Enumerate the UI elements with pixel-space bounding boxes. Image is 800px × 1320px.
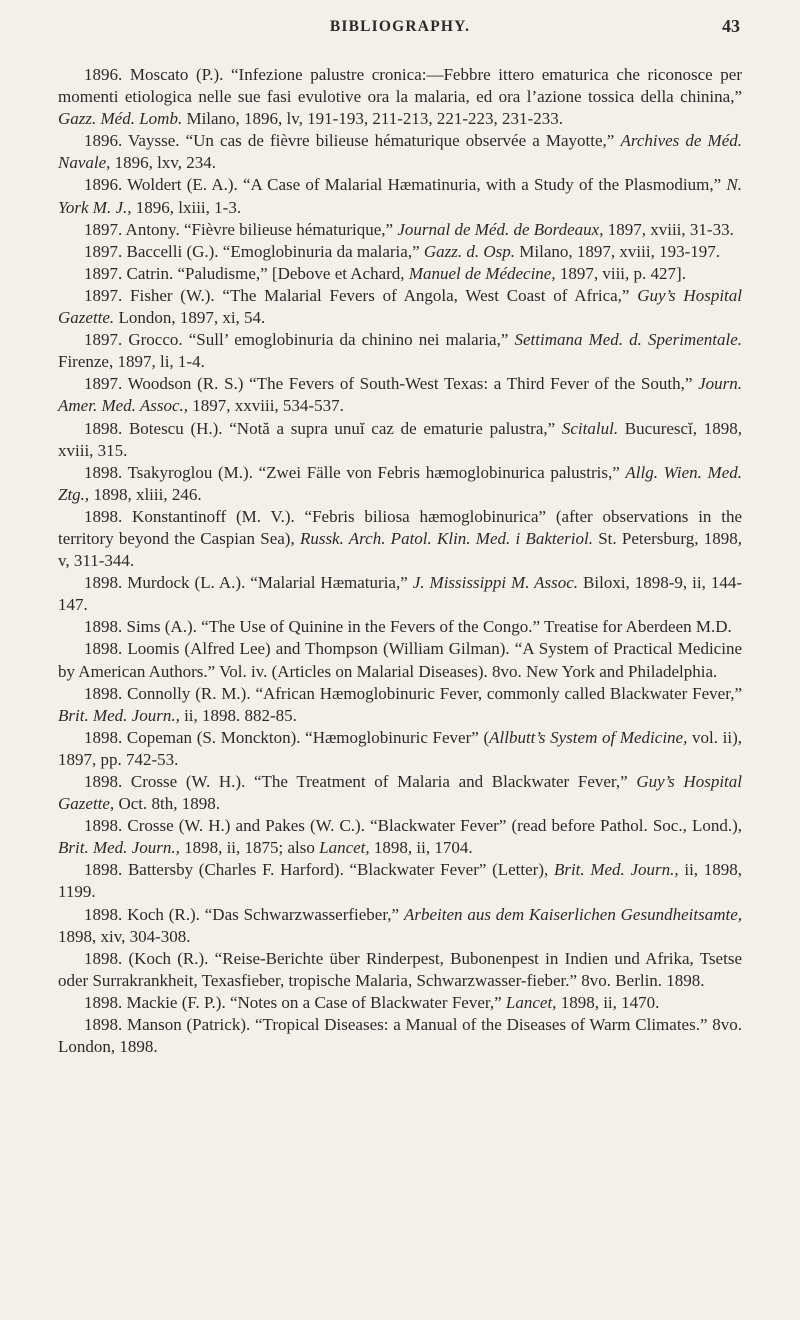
bibliography-entry (58, 418, 742, 462)
page-number: 43 (722, 16, 740, 36)
bibliography-entry (58, 373, 742, 417)
entry-text: 1896, lxiii, 1-3. (131, 197, 242, 217)
entry-text: 1896. Woldert (E. A.). “A Case of Malarial Hæmatinuria, with a Study of the Plasmodium,” (84, 175, 727, 195)
running-title: BIBLIOGRAPHY. (329, 18, 471, 35)
citation-source: Gazz. d. Osp. (423, 241, 516, 261)
entry-text: 1897. Catrin. “Paludisme,” [Debove et Achard, (84, 263, 409, 283)
citation-source: Archives de Méd. Navale, (58, 131, 742, 173)
entry-text: 1898. Manson (Patrick). “Tropical Diseases: a Manual of the Diseases of Warm Climates.” 8vo. London, 1898. (58, 1015, 742, 1057)
bibliography-entry (58, 1014, 742, 1058)
citation-source: Gazz. Méd. Lomb. (58, 109, 183, 129)
entry-text: Bucurescĭ, 1898, xviii, 315. (58, 418, 742, 460)
bibliography-entry (58, 263, 742, 285)
bibliography-entry (58, 948, 742, 992)
bibliography-entry (58, 130, 742, 174)
citation-source: Journ. Amer. Med. Assoc., (58, 374, 742, 416)
entry-text: 1898. Konstantinoff (M. V.). “Febris biliosa hæmoglobinurica” (after observations in the territory beyond the Caspian Sea), (58, 506, 742, 548)
citation-source: Lancet, (505, 992, 557, 1012)
citation-source: Guy’s Hospital Gazette. (58, 285, 742, 328)
entry-text: vol. ii), 1897, pp. 742-53. (58, 727, 742, 769)
entry-text: 1898. Mackie (F. P.). “Notes on a Case of Blackwater Fever,” (84, 992, 506, 1012)
entry-text: 1897, xviii, 31-33. (603, 219, 734, 239)
bibliography-entry (58, 727, 742, 771)
entry-text: 1897. Fisher (W.). “The Malarial Fevers of Angola, West Coast of Africa,” (84, 285, 638, 305)
entry-text: 1896, lxv, 234. (110, 153, 217, 173)
bibliography-list (58, 64, 742, 1058)
bibliography-entry (58, 241, 742, 263)
bibliography-entry (58, 64, 742, 130)
citation-source: Journal de Méd. de Bordeaux, (397, 219, 604, 239)
entry-text: 1898, xliii, 246. (89, 484, 202, 504)
citation-source: Russk. Arch. Patol. Klin. Med. i Bakteriol. (299, 528, 593, 548)
citation-source: Brit. Med. Journ., (58, 838, 180, 858)
bibliography-entry (58, 815, 742, 859)
citation-source: Guy’s Hospital Gazette, (58, 772, 742, 814)
bibliography-entry (58, 572, 742, 616)
citation-source: Brit. Med. Journ., (553, 860, 679, 880)
entry-text: 1898, ii, 1875; also (179, 838, 320, 858)
entry-text: 1898, xiv, 304-308. (58, 926, 191, 946)
entry-text: 1897. Antony. “Fièvre bilieuse hématurique,” (84, 219, 398, 239)
bibliography-entry (58, 638, 742, 682)
entry-text: 1898. Tsakyroglou (M.). “Zwei Fälle von Febris hæmoglobinurica palustris,” (84, 462, 626, 482)
entry-text: 1896. Vaysse. “Un cas de fièvre bilieuse hématurique observée a Mayotte,” (84, 131, 621, 151)
entry-text: 1898. Crosse (W. H.) and Pakes (W. C.). “Blackwater Fever” (read before Pathol. Soc., Lond.), (84, 816, 742, 836)
citation-source: Allbutt’s System of Medicine, (489, 727, 688, 747)
entry-text: ii, 1898. 882-85. (179, 705, 297, 725)
entry-text: 1898, ii, 1704. (369, 838, 473, 858)
bibliography-entry (58, 506, 742, 572)
entry-text: 1897, viii, p. 427]. (555, 263, 686, 283)
entry-text: 1898. Battersby (Charles F. Harford). “Blackwater Fever” (Letter), (84, 860, 554, 880)
citation-source: Arbeiten aus dem Kaiserlichen Gesundheitsamte, (403, 904, 742, 924)
citation-source: Lancet, (319, 838, 370, 858)
entry-text: 1898. Loomis (Alfred Lee) and Thompson (William Gilman). “A System of Practical Medicine by American Authors.” Vol. iv. (Articles on Malarial Diseases). 8vo. New York and Philadelphia. (58, 639, 742, 681)
entry-text: 1898. Copeman (S. Monckton). “Hæmoglobinuric Fever” ( (84, 727, 490, 747)
citation-source: Allg. Wien. Med. Ztg., (58, 462, 743, 504)
citation-source: Scitalul. (561, 418, 619, 438)
entry-text: 1898. Crosse (W. H.). “The Treatment of Malaria and Blackwater Fever,” (84, 772, 637, 791)
entry-text: Biloxi, 1898-9, ii, 144-147. (58, 573, 743, 615)
entry-text: ii, 1898, 1199. (58, 860, 742, 902)
bibliography-entry (58, 616, 742, 638)
entry-text: Milano, 1896, lv, 191-193, 211-213, 221-223, 231-233. (182, 109, 563, 129)
entry-text: 1898. Koch (R.). “Das Schwarzwasserfieber,” (84, 904, 404, 924)
entry-text: 1897. Grocco. “Sull’ emoglobinuria da chinino nei malaria,” (84, 330, 515, 350)
bibliography-entry (58, 859, 742, 903)
entry-text: St. Petersburg, 1898, v, 311-344. (58, 528, 742, 571)
bibliography-entry (58, 174, 742, 218)
bibliography-entry (58, 285, 742, 329)
entry-text: 1898. Connolly (R. M.). “African Hæmoglobinuric Fever, commonly called Blackwater Fever,” (84, 683, 742, 703)
bibliography-entry (58, 904, 742, 948)
bibliography-entry (58, 683, 742, 727)
citation-source: J. Mississippi M. Assoc. (412, 573, 579, 593)
entry-text: 1898. Botescu (H.). “Notă a supra unuĭ caz de ematurie palustra,” (84, 418, 562, 438)
entry-text: 1897. Baccelli (G.). “Emoglobinuria da malaria,” (84, 241, 424, 261)
citation-source: N. York M. J., (58, 175, 742, 217)
bibliography-entry (58, 329, 742, 373)
entry-text: 1898. Murdock (L. A.). “Malarial Hæmaturia,” (84, 573, 413, 593)
entry-text: 1896. Moscato (P.). “Infezione palustre cronica:—Febbre ittero ematurica che riconosce per momenti etiologica nelle sue fasi evulotive ora la malaria, ed ora l’azione tossica della chinina,” (58, 65, 742, 107)
bibliography-entry (58, 992, 742, 1014)
entry-text: Firenze, 1897, li, 1-4. (58, 352, 205, 372)
page-header (0, 16, 800, 46)
entry-text: 1897, xxviii, 534-537. (188, 396, 344, 416)
citation-source: Manuel de Médecine, (408, 263, 556, 283)
entry-text: 1898. (Koch (R.). “Reise-Berichte über Rinderpest, Bubonenpest in Indien und Afrika, Tsetse oder Surrakrankheit, Texasfieber, tropische Malaria, Schwarzwasser-fieber.” 8vo. Berlin. 1898. (58, 948, 742, 990)
bibliography-entry (58, 462, 742, 506)
entry-text: 1898, ii, 1470. (556, 992, 660, 1012)
entry-text: Milano, 1897, xviii, 193-197. (515, 241, 720, 261)
bibliography-entry (58, 219, 742, 241)
entry-text: Oct. 8th, 1898. (114, 794, 220, 814)
entry-text: 1898. Sims (A.). “The Use of Quinine in the Fevers of the Congo.” Treatise for Aberdeen M.D. (84, 617, 732, 637)
entry-text: 1897. Woodson (R. S.) “The Fevers of South-West Texas: a Third Fever of the South,” (84, 374, 699, 394)
citation-source: Brit. Med. Journ., (58, 705, 180, 725)
entry-text: London, 1897, xi, 54. (114, 308, 266, 328)
bibliography-entry (58, 771, 742, 815)
citation-source: Settimana Med. d. Sperimentale. (514, 330, 742, 350)
